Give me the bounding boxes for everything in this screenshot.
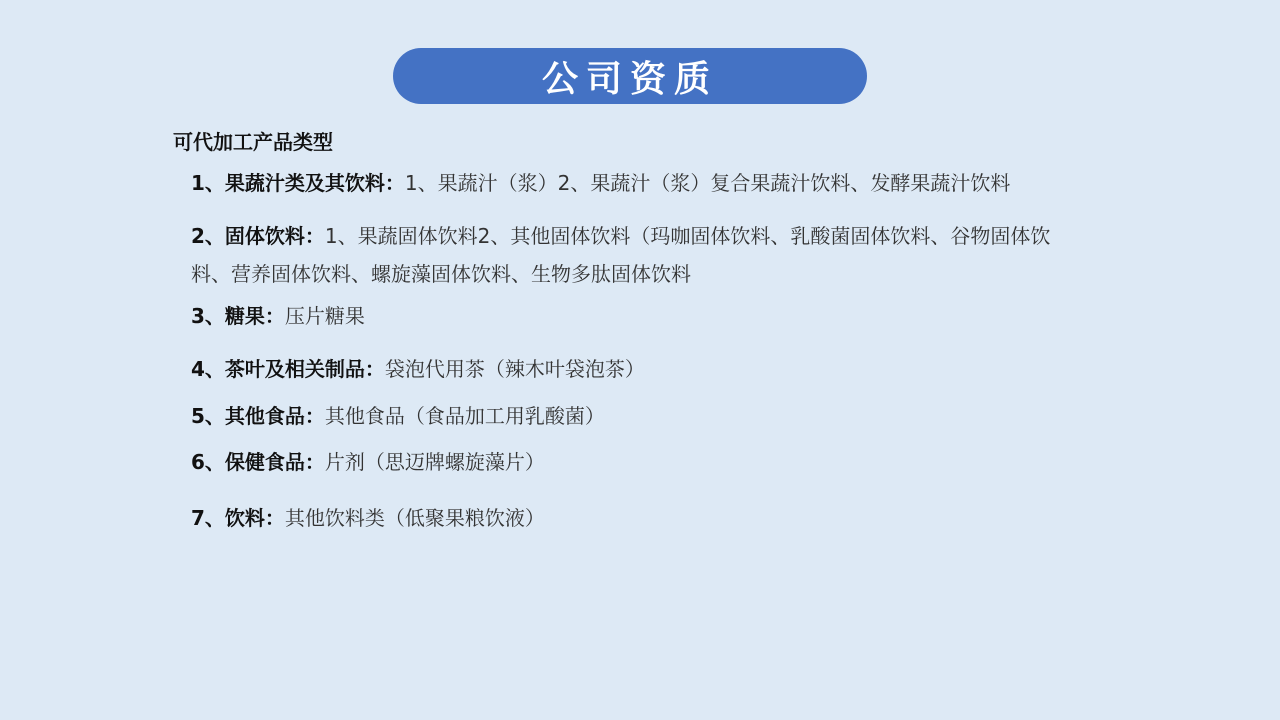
item-label: 1、果蔬汁类及其饮料： bbox=[191, 171, 405, 195]
section-subtitle: 可代加工产品类型 bbox=[173, 130, 333, 154]
list-item bbox=[191, 499, 545, 537]
item-label: 7、饮料： bbox=[191, 506, 285, 530]
item-desc: 其他饮料类（低聚果粮饮液） bbox=[284, 506, 545, 530]
title-banner bbox=[393, 48, 867, 104]
list-item bbox=[191, 350, 645, 388]
item-desc: 片剂（思迈牌螺旋藻片） bbox=[324, 450, 545, 474]
page-title: 公司资质 bbox=[541, 58, 718, 100]
item-desc: 袋泡代用茶（辣木叶袋泡茶） bbox=[384, 357, 645, 381]
item-label: 6、保健食品： bbox=[191, 450, 325, 474]
list-item bbox=[191, 217, 1051, 293]
list-item bbox=[191, 297, 365, 335]
item-desc: 压片糖果 bbox=[284, 304, 365, 328]
item-desc: 1、果蔬固体饮料2、其他固体饮料（玛咖固体饮料、乳酸菌固体饮料、谷物固体饮料、营养固体饮料、螺旋藻固体饮料、生物多肽固体饮料 bbox=[191, 224, 1051, 286]
item-label: 2、固体饮料： bbox=[191, 224, 325, 248]
item-label: 3、糖果： bbox=[191, 304, 285, 328]
item-label: 4、茶叶及相关制品： bbox=[191, 357, 385, 381]
item-label: 5、其他食品： bbox=[191, 404, 325, 428]
list-item bbox=[191, 397, 605, 435]
item-desc: 其他食品（食品加工用乳酸菌） bbox=[324, 404, 605, 428]
item-desc: 1、果蔬汁（浆）2、果蔬汁（浆）复合果蔬汁饮料、发酵果蔬汁饮料 bbox=[404, 171, 1011, 195]
list-item bbox=[191, 443, 545, 481]
list-item bbox=[191, 164, 1010, 202]
